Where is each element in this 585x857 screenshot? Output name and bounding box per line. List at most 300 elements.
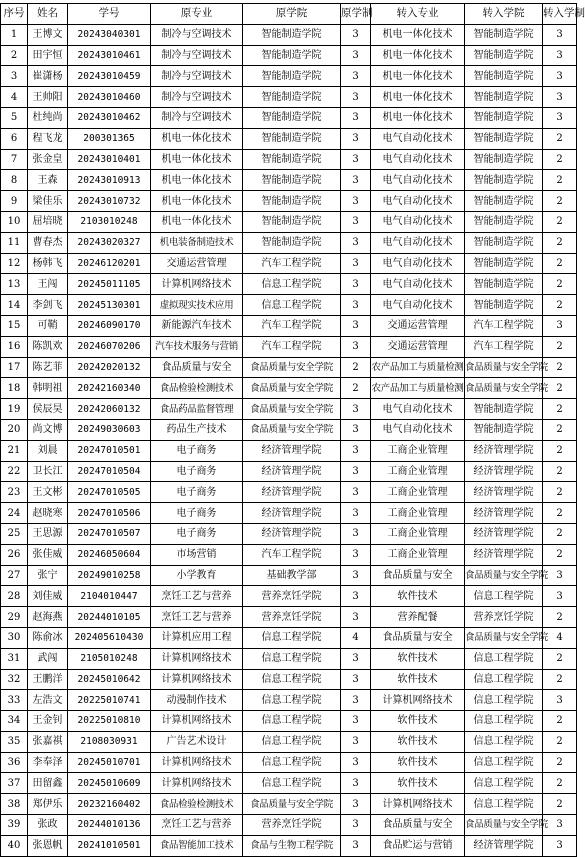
col-student-id-cell: 20225010741 bbox=[68, 690, 151, 711]
col-new-college-cell: 信息工程学院 bbox=[465, 648, 543, 669]
col-new-major-cell: 机电一体化技术 bbox=[371, 66, 465, 87]
col-new-college-cell: 食品质量与安全学院 bbox=[465, 357, 543, 378]
col-name-cell: 曹春杰 bbox=[28, 232, 68, 253]
col-new-years-cell: 2 bbox=[543, 378, 577, 399]
col-student-id-cell: 20232160402 bbox=[68, 794, 151, 815]
col-name-cell: 可鞘 bbox=[28, 315, 68, 336]
col-name-cell: 赵晓寒 bbox=[28, 503, 68, 524]
col-orig-years-cell: 3 bbox=[341, 66, 371, 87]
col-name-cell: 张宁 bbox=[28, 565, 68, 586]
col-orig-years-cell: 3 bbox=[341, 815, 371, 836]
col-orig-years-cell: 3 bbox=[341, 731, 371, 752]
col-orig-major-cell: 电子商务 bbox=[151, 503, 243, 524]
col-orig-major-cell: 计算机网络技术 bbox=[151, 648, 243, 669]
col-seq-cell: 28 bbox=[1, 586, 28, 607]
col-new-college-cell: 食品质量与安全学院 bbox=[465, 815, 543, 836]
col-new-years-cell: 2 bbox=[543, 170, 577, 191]
col-new-years-cell: 3 bbox=[543, 87, 577, 108]
col-orig-college-cell: 汽车工程学院 bbox=[243, 315, 341, 336]
col-new-major-cell: 电气自动化技术 bbox=[371, 211, 465, 232]
col-student-id-cell: 20246090170 bbox=[68, 315, 151, 336]
col-orig-college-cell: 汽车工程学院 bbox=[243, 336, 341, 357]
col-orig-college-cell: 信息工程学院 bbox=[243, 711, 341, 732]
col-seq-cell: 17 bbox=[1, 357, 28, 378]
col-orig-years-cell: 3 bbox=[341, 128, 371, 149]
col-new-years-cell: 2 bbox=[543, 149, 577, 170]
col-orig-college-cell: 食品与生物工程学院 bbox=[243, 835, 341, 856]
col-new-years-cell: 3 bbox=[543, 690, 577, 711]
col-new-major-cell: 软件技术 bbox=[371, 669, 465, 690]
col-seq-cell: 37 bbox=[1, 773, 28, 794]
col-orig-major-cell: 机电装备制造技术 bbox=[151, 232, 243, 253]
table-row bbox=[1, 586, 577, 607]
col-student-id-cell: 20245010642 bbox=[68, 669, 151, 690]
col-new-major-cell: 软件技术 bbox=[371, 752, 465, 773]
col-new-years-cell: 2 bbox=[543, 357, 577, 378]
col-new-years-cell: 2 bbox=[543, 482, 577, 503]
col-orig-major-cell: 广告艺术设计 bbox=[151, 731, 243, 752]
col-student-id-cell: 20246050604 bbox=[68, 544, 151, 565]
col-student-id-cell: 2104010447 bbox=[68, 586, 151, 607]
col-seq-cell: 7 bbox=[1, 149, 28, 170]
col-orig-major-cell: 计算机应用工程 bbox=[151, 627, 243, 648]
col-student-id-cell: 20225010810 bbox=[68, 711, 151, 732]
col-orig-college-cell: 食品质量与安全学院 bbox=[243, 378, 341, 399]
col-new-years-cell: 3 bbox=[543, 815, 577, 836]
col-orig-years-cell: 3 bbox=[341, 232, 371, 253]
col-orig-major-cell: 制冷与空调技术 bbox=[151, 66, 243, 87]
table-row bbox=[1, 107, 577, 128]
col-new-college-cell: 经济管理学院 bbox=[465, 482, 543, 503]
col-student-id-cell: 20247010507 bbox=[68, 523, 151, 544]
col-new-major-cell: 食品质量与安全 bbox=[371, 815, 465, 836]
col-orig-years-cell: 3 bbox=[341, 482, 371, 503]
col-new-major-cell: 农产品加工与质量检测 bbox=[371, 357, 465, 378]
col-new-major-cell: 软件技术 bbox=[371, 731, 465, 752]
col-new-college-cell: 智能制造学院 bbox=[465, 253, 543, 274]
col-seq-cell: 5 bbox=[1, 107, 28, 128]
col-orig-years-cell: 2 bbox=[341, 357, 371, 378]
col-new-major-cell: 电气自动化技术 bbox=[371, 399, 465, 420]
col-student-id-cell: 20247010505 bbox=[68, 482, 151, 503]
table-row bbox=[1, 336, 577, 357]
col-orig-major-cell: 机电一体化技术 bbox=[151, 149, 243, 170]
col-new-years-cell: 2 bbox=[543, 773, 577, 794]
col-name-cell: 王博文 bbox=[28, 24, 68, 45]
col-new-years-cell: 2 bbox=[543, 253, 577, 274]
col-student-id-cell: 20246070206 bbox=[68, 336, 151, 357]
col-new-major-cell: 电气自动化技术 bbox=[371, 149, 465, 170]
col-orig-major-cell: 制冷与空调技术 bbox=[151, 45, 243, 66]
col-seq-cell: 38 bbox=[1, 794, 28, 815]
table-row bbox=[1, 794, 577, 815]
col-student-id-cell: 20243040301 bbox=[68, 24, 151, 45]
col-new-college-cell: 智能制造学院 bbox=[465, 149, 543, 170]
col-name-cell: 张恩帆 bbox=[28, 835, 68, 856]
col-orig-college-cell: 信息工程学院 bbox=[243, 690, 341, 711]
col-orig-years-cell: 4 bbox=[341, 627, 371, 648]
col-student-id-cell: 20243010913 bbox=[68, 170, 151, 191]
col-new-years-cell: 2 bbox=[543, 419, 577, 440]
col-orig-years-cell: 3 bbox=[341, 315, 371, 336]
col-orig-college-cell: 经济管理学院 bbox=[243, 503, 341, 524]
col-orig-years-cell: 3 bbox=[341, 669, 371, 690]
col-name-cell: 李剑飞 bbox=[28, 295, 68, 316]
col-new-years-cell: 2 bbox=[543, 128, 577, 149]
col-student-id-cell: 20243010732 bbox=[68, 191, 151, 212]
transfer-table bbox=[0, 3, 585, 857]
table-row bbox=[1, 128, 577, 149]
col-new-college-cell: 经济管理学院 bbox=[465, 440, 543, 461]
col-name-cell: 刘晨 bbox=[28, 440, 68, 461]
col-orig-major-cell: 食品药品监督管理 bbox=[151, 399, 243, 420]
col-orig-college-cell: 智能制造学院 bbox=[243, 66, 341, 87]
col-new-college-cell: 汽车工程学院 bbox=[465, 336, 543, 357]
col-orig-years-cell: 3 bbox=[341, 565, 371, 586]
table-row bbox=[1, 274, 577, 295]
col-student-id-cell: 20245010609 bbox=[68, 773, 151, 794]
col-new-major-cell: 机电一体化技术 bbox=[371, 24, 465, 45]
col-orig-major-cell: 计算机网络技术 bbox=[151, 752, 243, 773]
col-new-years-cell: 2 bbox=[543, 731, 577, 752]
col-seq-cell: 3 bbox=[1, 66, 28, 87]
col-new-major-cell: 机电一体化技术 bbox=[371, 87, 465, 108]
col-new-college-cell: 信息工程学院 bbox=[465, 794, 543, 815]
col-orig-years-cell: 2 bbox=[341, 378, 371, 399]
col-new-college-cell: 信息工程学院 bbox=[465, 586, 543, 607]
col-student-id-cell: 20249010258 bbox=[68, 565, 151, 586]
col-orig-college-cell: 信息工程学院 bbox=[243, 752, 341, 773]
col-student-id-cell: 20245010701 bbox=[68, 752, 151, 773]
col-orig-years-cell: 3 bbox=[341, 149, 371, 170]
col-orig-college-cell: 智能制造学院 bbox=[243, 191, 341, 212]
col-orig-college-cell: 智能制造学院 bbox=[243, 149, 341, 170]
col-orig-college-cell: 信息工程学院 bbox=[243, 274, 341, 295]
table-row bbox=[1, 211, 577, 232]
table-row bbox=[1, 45, 577, 66]
col-seq-cell: 39 bbox=[1, 815, 28, 836]
col-new-years-cell: 2 bbox=[543, 794, 577, 815]
col-orig-years-cell: 3 bbox=[341, 336, 371, 357]
col-orig-major-cell: 食品智能加工技术 bbox=[151, 835, 243, 856]
col-new-major-cell: 工商企业管理 bbox=[371, 461, 465, 482]
col-new-major-cell: 计算机网络技术 bbox=[371, 794, 465, 815]
table-row bbox=[1, 731, 577, 752]
col-orig-major-cell: 动漫制作技术 bbox=[151, 690, 243, 711]
col-seq-cell: 31 bbox=[1, 648, 28, 669]
table-row bbox=[1, 191, 577, 212]
col-orig-college-cell: 经济管理学院 bbox=[243, 482, 341, 503]
col-new-major-cell: 电气自动化技术 bbox=[371, 253, 465, 274]
col-new-college-cell: 智能制造学院 bbox=[465, 295, 543, 316]
table-row bbox=[1, 66, 577, 87]
col-student-id-header: 学号 bbox=[68, 4, 151, 25]
col-new-major-cell: 电气自动化技术 bbox=[371, 419, 465, 440]
table-row bbox=[1, 357, 577, 378]
col-new-years-cell: 2 bbox=[543, 648, 577, 669]
col-new-major-cell: 工商企业管理 bbox=[371, 440, 465, 461]
col-new-years-cell: 2 bbox=[543, 274, 577, 295]
col-seq-cell: 14 bbox=[1, 295, 28, 316]
col-seq-cell: 1 bbox=[1, 24, 28, 45]
col-new-college-cell: 智能制造学院 bbox=[465, 274, 543, 295]
col-student-id-cell: 20242160340 bbox=[68, 378, 151, 399]
table-row bbox=[1, 440, 577, 461]
col-orig-major-cell: 烹饪工艺与营养 bbox=[151, 607, 243, 628]
header-row bbox=[1, 4, 577, 25]
col-new-years-cell: 2 bbox=[543, 503, 577, 524]
col-new-major-cell: 电气自动化技术 bbox=[371, 232, 465, 253]
col-orig-years-cell: 3 bbox=[341, 440, 371, 461]
col-seq-cell: 12 bbox=[1, 253, 28, 274]
table-row bbox=[1, 170, 577, 191]
col-new-major-cell: 机电一体化技术 bbox=[371, 107, 465, 128]
col-name-cell: 尚文博 bbox=[28, 419, 68, 440]
table-row bbox=[1, 669, 577, 690]
col-name-cell: 屈培晓 bbox=[28, 211, 68, 232]
col-seq-cell: 30 bbox=[1, 627, 28, 648]
table-row bbox=[1, 419, 577, 440]
col-new-years-cell: 3 bbox=[543, 586, 577, 607]
col-orig-college-cell: 信息工程学院 bbox=[243, 648, 341, 669]
col-orig-years-cell: 3 bbox=[341, 523, 371, 544]
col-student-id-cell: 20245011105 bbox=[68, 274, 151, 295]
col-new-college-cell: 信息工程学院 bbox=[465, 690, 543, 711]
col-student-id-cell: 20243010461 bbox=[68, 45, 151, 66]
col-orig-college-cell: 食品质量与安全学院 bbox=[243, 399, 341, 420]
col-orig-major-cell: 新能源汽车技术 bbox=[151, 315, 243, 336]
table-row bbox=[1, 607, 577, 628]
table-row bbox=[1, 815, 577, 836]
col-new-major-cell: 工商企业管理 bbox=[371, 523, 465, 544]
table-row bbox=[1, 565, 577, 586]
col-new-years-cell: 2 bbox=[543, 211, 577, 232]
col-orig-college-cell: 食品质量与安全学院 bbox=[243, 794, 341, 815]
col-name-cell: 陈俞冰 bbox=[28, 627, 68, 648]
col-name-cell: 王帅阳 bbox=[28, 87, 68, 108]
table-row bbox=[1, 482, 577, 503]
table-row bbox=[1, 295, 577, 316]
col-new-major-cell: 营养配餐 bbox=[371, 607, 465, 628]
col-new-years-cell: 2 bbox=[543, 461, 577, 482]
col-student-id-cell: 20243010401 bbox=[68, 149, 151, 170]
col-seq-cell: 21 bbox=[1, 440, 28, 461]
col-orig-college-header: 原学院 bbox=[243, 4, 341, 25]
col-orig-major-cell: 电子商务 bbox=[151, 482, 243, 503]
col-orig-college-cell: 信息工程学院 bbox=[243, 731, 341, 752]
col-orig-years-cell: 3 bbox=[341, 45, 371, 66]
col-name-cell: 卫长江 bbox=[28, 461, 68, 482]
col-new-college-cell: 信息工程学院 bbox=[465, 731, 543, 752]
table-row bbox=[1, 835, 577, 856]
col-name-cell: 郑伊乐 bbox=[28, 794, 68, 815]
col-orig-major-cell: 电子商务 bbox=[151, 461, 243, 482]
col-new-major-cell: 食品质量与安全 bbox=[371, 627, 465, 648]
col-student-id-cell: 20243010459 bbox=[68, 66, 151, 87]
col-seq-cell: 8 bbox=[1, 170, 28, 191]
col-student-id-cell: 202405610430 bbox=[68, 627, 151, 648]
col-student-id-cell: 20243010462 bbox=[68, 107, 151, 128]
col-orig-years-cell: 3 bbox=[341, 107, 371, 128]
col-name-cell: 张政 bbox=[28, 815, 68, 836]
table-row bbox=[1, 378, 577, 399]
col-new-major-cell: 软件技术 bbox=[371, 648, 465, 669]
col-new-years-cell: 2 bbox=[543, 295, 577, 316]
col-new-years-cell: 3 bbox=[543, 66, 577, 87]
col-orig-college-cell: 基础教学部 bbox=[243, 565, 341, 586]
col-name-cell: 左浩文 bbox=[28, 690, 68, 711]
col-new-college-cell: 信息工程学院 bbox=[465, 711, 543, 732]
col-orig-major-cell: 计算机网络技术 bbox=[151, 274, 243, 295]
col-student-id-cell: 20243020327 bbox=[68, 232, 151, 253]
col-orig-major-cell: 药品生产技术 bbox=[151, 419, 243, 440]
col-student-id-cell: 20241010501 bbox=[68, 835, 151, 856]
col-orig-major-cell: 机电一体化技术 bbox=[151, 191, 243, 212]
col-name-cell: 田宇恒 bbox=[28, 45, 68, 66]
col-orig-years-cell: 3 bbox=[341, 711, 371, 732]
col-student-id-cell: 20249030603 bbox=[68, 419, 151, 440]
col-new-years-cell: 2 bbox=[543, 752, 577, 773]
col-new-years-cell: 3 bbox=[543, 24, 577, 45]
col-seq-cell: 15 bbox=[1, 315, 28, 336]
col-student-id-cell: 20247010501 bbox=[68, 440, 151, 461]
col-new-college-cell: 智能制造学院 bbox=[465, 419, 543, 440]
col-new-major-cell: 食品贮运与营销 bbox=[371, 835, 465, 856]
col-new-major-cell: 软件技术 bbox=[371, 773, 465, 794]
col-new-college-cell: 汽车工程学院 bbox=[465, 315, 543, 336]
col-new-college-cell: 智能制造学院 bbox=[465, 128, 543, 149]
col-new-years-cell: 2 bbox=[543, 523, 577, 544]
col-new-major-cell: 计算机网络技术 bbox=[371, 690, 465, 711]
col-orig-years-cell: 3 bbox=[341, 648, 371, 669]
col-name-header: 姓名 bbox=[28, 4, 68, 25]
col-seq-cell: 16 bbox=[1, 336, 28, 357]
col-new-years-header: 转入学制 bbox=[543, 4, 577, 25]
col-new-major-cell: 交通运营管理 bbox=[371, 315, 465, 336]
col-new-major-header: 转入专业 bbox=[371, 4, 465, 25]
col-name-cell: 杜纯尚 bbox=[28, 107, 68, 128]
col-new-college-cell: 信息工程学院 bbox=[465, 752, 543, 773]
col-orig-years-cell: 3 bbox=[341, 419, 371, 440]
table-row bbox=[1, 315, 577, 336]
col-orig-college-cell: 汽车工程学院 bbox=[243, 253, 341, 274]
col-student-id-cell: 20242020132 bbox=[68, 357, 151, 378]
col-new-years-cell: 3 bbox=[543, 315, 577, 336]
col-orig-years-cell: 3 bbox=[341, 24, 371, 45]
col-new-years-cell: 4 bbox=[543, 627, 577, 648]
col-orig-college-cell: 信息工程学院 bbox=[243, 295, 341, 316]
col-name-cell: 王鹏洋 bbox=[28, 669, 68, 690]
col-new-college-cell: 智能制造学院 bbox=[465, 45, 543, 66]
col-name-cell: 杨韩飞 bbox=[28, 253, 68, 274]
col-orig-years-cell: 3 bbox=[341, 752, 371, 773]
col-orig-college-cell: 智能制造学院 bbox=[243, 128, 341, 149]
col-new-college-cell: 营养烹饪学院 bbox=[465, 607, 543, 628]
col-name-cell: 梁佳乐 bbox=[28, 191, 68, 212]
col-orig-major-header: 原专业 bbox=[151, 4, 243, 25]
col-orig-years-cell: 3 bbox=[341, 274, 371, 295]
col-new-major-cell: 工商企业管理 bbox=[371, 544, 465, 565]
col-orig-years-cell: 3 bbox=[341, 835, 371, 856]
table-row bbox=[1, 503, 577, 524]
col-new-years-cell: 3 bbox=[543, 45, 577, 66]
col-name-cell: 刘佳威 bbox=[28, 586, 68, 607]
col-student-id-cell: 20244010136 bbox=[68, 815, 151, 836]
col-new-college-cell: 智能制造学院 bbox=[465, 191, 543, 212]
col-name-cell: 武闯 bbox=[28, 648, 68, 669]
col-new-college-cell: 经济管理学院 bbox=[465, 544, 543, 565]
col-student-id-cell: 20245130301 bbox=[68, 295, 151, 316]
col-new-years-cell: 3 bbox=[543, 565, 577, 586]
col-new-major-cell: 电气自动化技术 bbox=[371, 128, 465, 149]
col-name-cell: 张嘉祺 bbox=[28, 731, 68, 752]
col-seq-cell: 34 bbox=[1, 711, 28, 732]
table-row bbox=[1, 773, 577, 794]
col-seq-cell: 18 bbox=[1, 378, 28, 399]
col-name-cell: 王闯 bbox=[28, 274, 68, 295]
col-new-college-cell: 智能制造学院 bbox=[465, 232, 543, 253]
col-orig-college-cell: 智能制造学院 bbox=[243, 24, 341, 45]
col-name-cell: 韩明祖 bbox=[28, 378, 68, 399]
col-orig-years-cell: 3 bbox=[341, 503, 371, 524]
col-new-years-cell: 2 bbox=[543, 607, 577, 628]
col-new-years-cell: 2 bbox=[543, 669, 577, 690]
col-seq-cell: 19 bbox=[1, 399, 28, 420]
col-new-years-cell: 2 bbox=[543, 440, 577, 461]
col-new-major-cell: 交通运营管理 bbox=[371, 336, 465, 357]
col-orig-college-cell: 智能制造学院 bbox=[243, 87, 341, 108]
col-orig-years-cell: 3 bbox=[341, 586, 371, 607]
col-orig-major-cell: 食品检验检测技术 bbox=[151, 378, 243, 399]
col-seq-cell: 23 bbox=[1, 482, 28, 503]
col-new-college-cell: 智能制造学院 bbox=[465, 170, 543, 191]
col-orig-college-cell: 经济管理学院 bbox=[243, 523, 341, 544]
col-new-college-cell: 食品质量与安全学院 bbox=[465, 627, 543, 648]
col-new-college-cell: 智能制造学院 bbox=[465, 211, 543, 232]
col-seq-cell: 27 bbox=[1, 565, 28, 586]
col-orig-major-cell: 汽车技术服务与营销 bbox=[151, 336, 243, 357]
col-orig-college-cell: 智能制造学院 bbox=[243, 107, 341, 128]
col-orig-major-cell: 烹饪工艺与营养 bbox=[151, 815, 243, 836]
col-orig-college-cell: 智能制造学院 bbox=[243, 232, 341, 253]
col-name-cell: 陈艺菲 bbox=[28, 357, 68, 378]
col-orig-major-cell: 机电一体化技术 bbox=[151, 211, 243, 232]
col-name-cell: 田留鑫 bbox=[28, 773, 68, 794]
col-new-college-cell: 食品质量与安全学院 bbox=[465, 378, 543, 399]
col-new-major-cell: 工商企业管理 bbox=[371, 503, 465, 524]
col-student-id-cell: 20242060132 bbox=[68, 399, 151, 420]
col-orig-major-cell: 电子商务 bbox=[151, 523, 243, 544]
col-orig-college-cell: 智能制造学院 bbox=[243, 45, 341, 66]
col-new-college-header: 转入学院 bbox=[465, 4, 543, 25]
col-orig-college-cell: 信息工程学院 bbox=[243, 773, 341, 794]
col-name-cell: 赵海燕 bbox=[28, 607, 68, 628]
col-name-cell: 崔潇杨 bbox=[28, 66, 68, 87]
col-orig-major-cell: 电子商务 bbox=[151, 440, 243, 461]
col-name-cell: 王金钊 bbox=[28, 711, 68, 732]
col-name-cell: 王文彬 bbox=[28, 482, 68, 503]
col-new-major-cell: 工商企业管理 bbox=[371, 482, 465, 503]
col-orig-years-cell: 3 bbox=[341, 87, 371, 108]
col-seq-cell: 13 bbox=[1, 274, 28, 295]
col-new-college-cell: 智能制造学院 bbox=[465, 107, 543, 128]
col-new-college-cell: 信息工程学院 bbox=[465, 773, 543, 794]
col-new-college-cell: 食品质量与安全学院 bbox=[465, 565, 543, 586]
col-orig-years-cell: 3 bbox=[341, 773, 371, 794]
col-student-id-cell: 20246120201 bbox=[68, 253, 151, 274]
col-name-cell: 张金皇 bbox=[28, 149, 68, 170]
col-new-years-cell: 2 bbox=[543, 336, 577, 357]
